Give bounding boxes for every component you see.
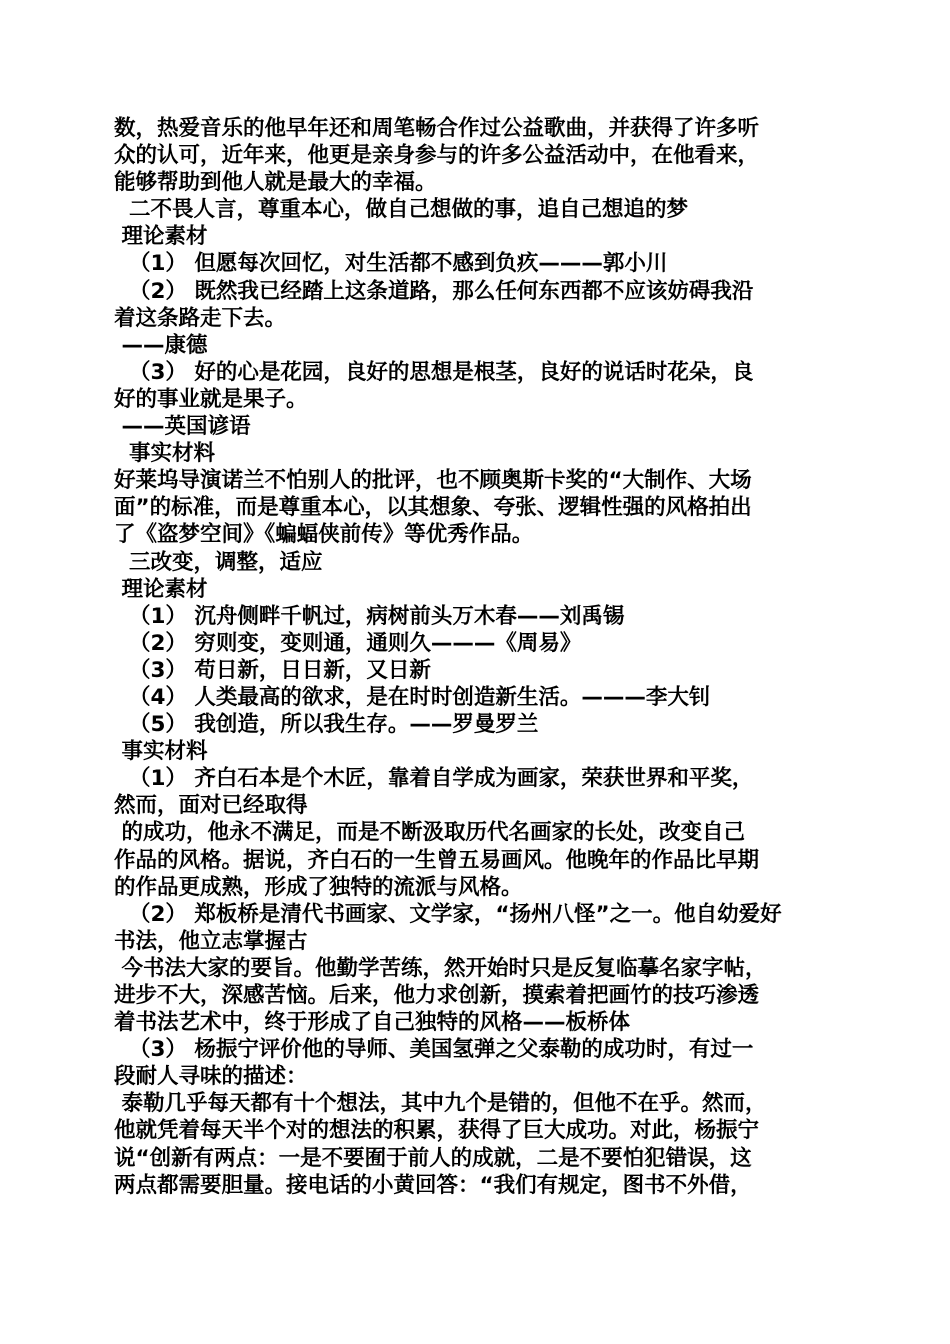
quote-item: （2） 既然我已经踏上这条道路，那么任何东西都不应该妨碍我沿 (114, 278, 754, 304)
quote-attribution: ——英国谚语 (114, 414, 251, 440)
section-heading: 二不畏人言，尊重本心，做自己想做的事，追自己想追的梦 (114, 197, 688, 223)
quote-item: （4） 人类最高的欲求，是在时时创造新生活。———李大钊 (114, 684, 711, 710)
fact-item: （1） 齐白石本是个木匠，靠着自学成为画家，荣获世界和平奖， (114, 766, 754, 792)
text-line: 他就凭着每天半个对的想法的积累，获得了巨大成功。对此，杨振宁 (114, 1118, 760, 1144)
text-line: 进步不大，深感苦恼。后来，他力求创新，摸索着把画竹的技巧渗透 (114, 983, 760, 1008)
text-line: 数，热爱音乐的他早年还和周笔畅合作过公益歌曲，并获得了许多听 (114, 116, 760, 141)
quote-item: （3） 好的心是花园，良好的思想是根茎，良好的说话时花朵，良 (114, 359, 754, 385)
quote-item: （5） 我创造，所以我生存。——罗曼罗兰 (114, 712, 539, 738)
quote-attribution: ——康德 (114, 332, 208, 358)
section-heading: 三改变，调整，适应 (114, 549, 323, 575)
text-line: 好莱坞导演诺兰不怕别人的批评，也不顾奥斯卡奖的“大制作、大场 (114, 468, 752, 494)
text-line: 两点都需要胆量。接电话的小黄回答：“我们有规定，图书不外借， (114, 1172, 752, 1198)
text-line: 书法，他立志掌握古 (114, 928, 308, 954)
quote-item: （3） 苟日新，日日新，又日新 (114, 657, 431, 683)
text-line: 泰勒几乎每天都有十个想法，其中九个是错的，但他不在乎。然而， (114, 1091, 767, 1117)
quote-item: （1） 但愿每次回忆，对生活都不感到负疚———郭小川 (114, 251, 668, 277)
text-line: 的成功，他永不满足，而是不断汲取历代名画家的长处，改变自己 (114, 820, 745, 846)
document-body (114, 115, 836, 1199)
text-line: 了《盗梦空间》《蝙蝠侠前传》等优秀作品。 (114, 522, 534, 548)
fact-item: （3） 杨振宁评价他的导师、美国氢弹之父泰勒的成功时，有过一 (114, 1037, 754, 1063)
text-line: 面”的标准，而是尊重本心，以其想象、夸张、逻辑性强的风格拍出 (114, 495, 752, 521)
fact-item: （2） 郑板桥是清代书画家、文学家，“扬州八怪”之一。他自幼爱好 (114, 901, 782, 927)
subheading: 事实材料 (114, 739, 208, 765)
subheading: 理论素材 (114, 576, 208, 602)
text-line: 然而，面对已经取得 (114, 793, 308, 819)
text-line: 作品的风格。据说，齐白石的一生曾五易画风。他晚年的作品比早期 (114, 847, 760, 873)
subheading: 理论素材 (114, 224, 208, 250)
text-line: 能够帮助到他人就是最大的幸福。 (114, 170, 437, 196)
quote-item: （1） 沉舟侧畔千帆过，病树前头万木春——刘禹锡 (114, 603, 625, 629)
text-line: 着书法艺术中，终于形成了自己独特的风格——板桥体 (114, 1010, 631, 1036)
text-line: 的作品更成熟，形成了独特的流派与风格。 (114, 874, 523, 900)
text-line: 今书法大家的要旨。他勤学苦练，然开始时只是反复临摹名家字帖， (114, 955, 767, 981)
text-line: 说“创新有两点：一是不要囿于前人的成就，二是不要怕犯错误，这 (114, 1145, 752, 1171)
text-line: 段耐人寻味的描述： (114, 1064, 308, 1090)
quote-item: （2） 穷则变，变则通，通则久———《周易》 (114, 630, 582, 656)
text-line: 好的事业就是果子。 (114, 386, 308, 412)
text-line: 着这条路走下去。 (114, 305, 287, 331)
subheading: 事实材料 (114, 441, 215, 467)
text-line: 众的认可，近年来，他更是亲身参与的许多公益活动中，在他看来， (114, 143, 760, 169)
